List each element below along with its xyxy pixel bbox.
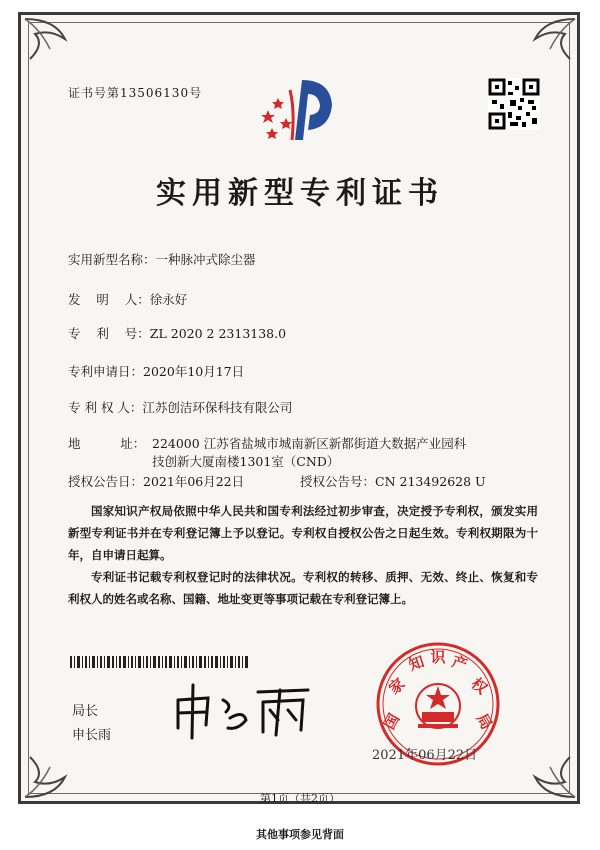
field-value: 2020年10月17日: [143, 364, 245, 379]
field-value: CN 213492628 U: [375, 474, 486, 489]
signatory-name: 申长雨: [72, 728, 112, 743]
certificate-number: 证书号第13506130号: [68, 86, 203, 100]
barcode-icon: [70, 656, 250, 668]
field-address-label: [68, 434, 145, 452]
seal-date: 2021年06月22日: [372, 748, 478, 763]
qr-code-icon: [488, 78, 540, 130]
grant-statement-paragraph: 国家知识产权局依照中华人民共和国专利法经过初步审查，决定授予专利权，颁发实用新型专利证书并在专利登记簿上予以登记。专利权自授权公告之日起生效。专利权期限为十年，自申请日起算。: [68, 504, 538, 562]
svg-text:产: 产: [449, 652, 470, 675]
field-label: 授权公告号：: [300, 474, 376, 489]
svg-text:局: 局: [472, 710, 496, 733]
corner-ornament-top-left: [20, 14, 90, 64]
corner-ornament-top-right: [510, 14, 580, 64]
page-number: 第1页（共2页）: [260, 792, 340, 805]
field-patent-holder: [68, 398, 292, 416]
footer-note: 其他事项参见背面: [256, 828, 344, 841]
patent-office-logo-icon: [250, 70, 350, 150]
field-label: 专 利 权 人：: [68, 400, 143, 415]
field-label: 地 址：: [68, 436, 146, 451]
field-value: 徐永好: [149, 292, 188, 307]
field-patent-number: [68, 324, 286, 342]
field-value: 2021年06月22日: [143, 474, 245, 489]
field-label: 授权公告日：: [68, 474, 144, 489]
field-application-date: [68, 362, 244, 380]
field-inventor: [68, 290, 187, 308]
field-label: 发 明 人：: [68, 292, 150, 307]
field-utility-model-name: [68, 250, 256, 268]
field-label: 实用新型名称：: [68, 252, 156, 267]
field-value: 江苏创洁环保科技有限公司: [142, 400, 293, 415]
field-grant-date: [68, 472, 244, 490]
svg-text:国: 国: [380, 710, 404, 733]
svg-text:家: 家: [385, 674, 409, 698]
svg-text:知: 知: [406, 652, 427, 675]
handwritten-signature-icon: [168, 680, 318, 740]
signatory-title: 局长: [72, 704, 99, 719]
field-address-line-1: 224000 江苏省盐城市城南新区新都街道大数据产业园科: [152, 436, 467, 451]
field-label: 专利申请日：: [68, 364, 144, 379]
legal-status-paragraph: 专利证书记载专利权登记时的法律状况。专利权的转移、质押、无效、终止、恢复和专利权人的姓名或名称、国籍、地址变更等事项记载在专利登记簿上。: [68, 570, 538, 606]
field-grant-number: [300, 472, 486, 490]
field-value: 一种脉冲式除尘器: [155, 252, 256, 267]
field-value: ZL 2020 2 2313138.0: [149, 326, 287, 341]
certificate-title: 实用新型专利证书: [156, 176, 444, 211]
field-label: 专 利 号：: [68, 326, 150, 341]
svg-text:识: 识: [430, 648, 446, 666]
field-address-line-2: 技创新大厦南楼1301室（CND）: [152, 454, 340, 469]
svg-text:权: 权: [467, 674, 491, 698]
